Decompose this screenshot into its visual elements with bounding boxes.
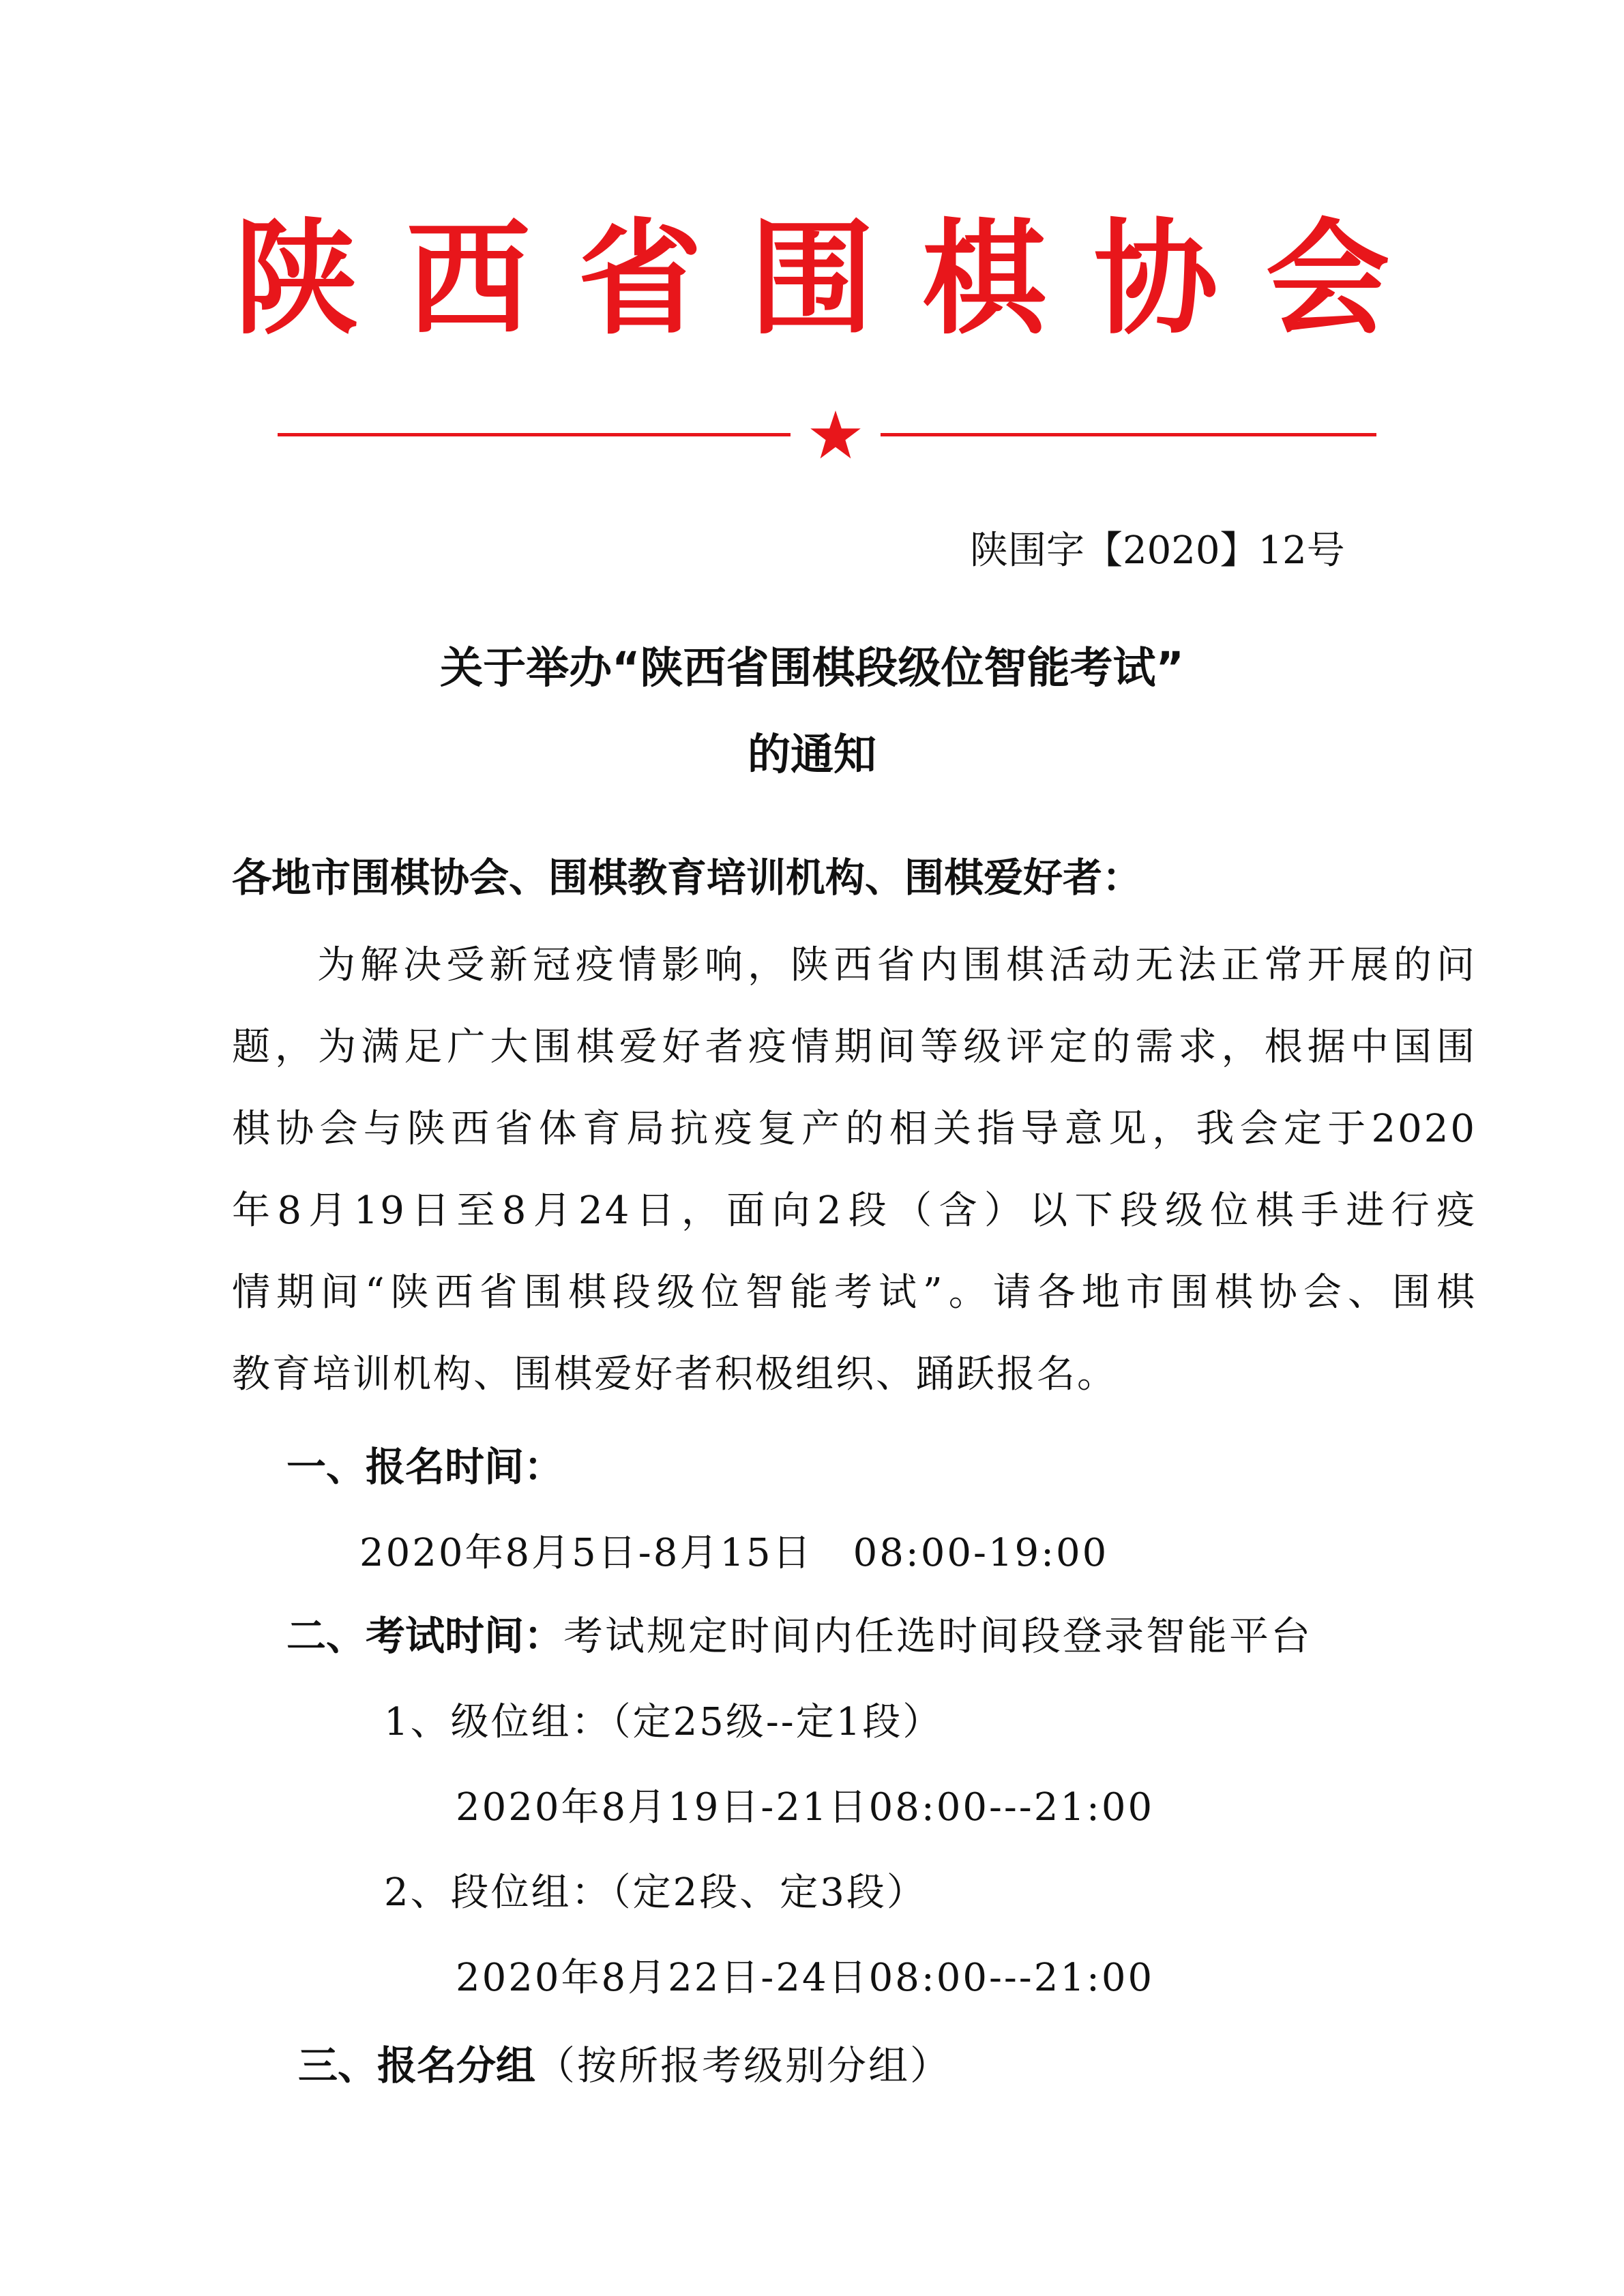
group1-time: 2020年8月19日-21日08:00---21:00 xyxy=(456,1785,1155,1830)
notice-title-line2: 的通知 xyxy=(748,730,876,779)
section1-heading xyxy=(286,1444,564,1490)
paragraph-line: 题，为满足广大围棋爱好者疫情期间等级评定的需求，根据中国围 xyxy=(232,1025,1477,1069)
section2-note: 考试规定时间内任选时间段登录智能平台 xyxy=(563,1613,1313,1659)
section1-detail: 2020年8月5日-8月15日 08:00-19:00 xyxy=(359,1531,1109,1575)
paragraph-line: 为解决受新冠疫情影响，陕西省内围棋活动无法正常开展的问 xyxy=(317,943,1477,987)
group2-time: 2020年8月22日-24日08:00---21:00 xyxy=(456,1956,1155,2000)
section1-heading-text: 一、报名时间： xyxy=(286,1444,564,1490)
group1-label: 1、级位组：（定25级--定1段） xyxy=(384,1700,943,1744)
divider-line-right xyxy=(881,433,1376,436)
paragraph-line: 棋协会与陕西省体育局抗疫复产的相关指导意见，我会定于2020 xyxy=(232,1107,1477,1151)
section3-heading xyxy=(298,2042,952,2089)
paragraph-line: 情期间“陕西省围棋段级位智能考试”。请各地市围棋协会、围棋 xyxy=(232,1270,1477,1315)
star-icon xyxy=(808,408,863,462)
section3-heading-text: 三、报名分组 xyxy=(298,2042,536,2089)
section2-heading xyxy=(286,1613,1313,1659)
section2-heading-text: 二、考试时间： xyxy=(286,1613,564,1659)
notice-title-line1: 关于举办“陕西省围棋段级位智能考试” xyxy=(440,643,1184,693)
paragraph-line: 教育培训机构、围棋爱好者积极组织、踊跃报名。 xyxy=(232,1352,1117,1397)
group2-label: 2、段位组：（定2段、定3段） xyxy=(384,1870,927,1915)
letterhead-org-name: 陕西省围棋协会 xyxy=(234,207,1438,351)
section3-note: （按所报考级别分组） xyxy=(535,2042,952,2089)
salutation: 各地市围棋协会、围棋教育培训机构、围棋爱好者： xyxy=(232,854,1142,901)
document-number: 陕围字【2020】12号 xyxy=(970,528,1345,573)
paragraph-line: 年8月19日至8月24日，面向2段（含）以下段级位棋手进行疫 xyxy=(232,1189,1477,1233)
divider-line-left xyxy=(278,433,791,436)
